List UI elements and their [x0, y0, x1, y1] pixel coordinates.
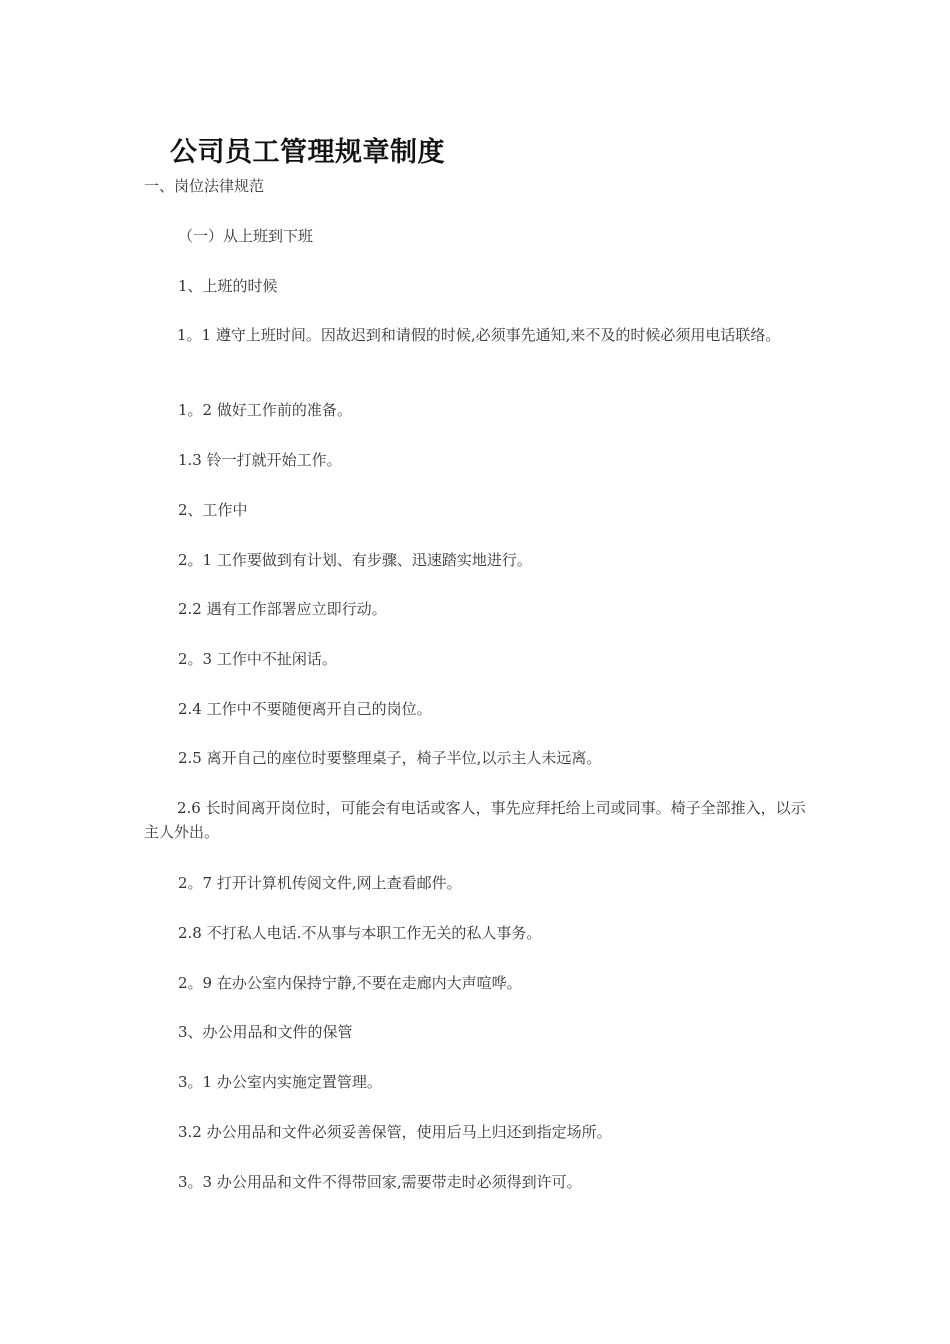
item-paragraph: 3.2 办公用品和文件必须妥善保管，使用后马上归还到指定场所。	[178, 1123, 612, 1141]
document-title: 公司员工管理规章制度	[170, 137, 445, 168]
item-paragraph: 1。1 遵守上班时间。因故迟到和请假的时候,必须事先通知,来不及的时候必须用电话联络。	[177, 326, 781, 344]
item-paragraph: 3。1 办公室内实施定置管理。	[178, 1073, 382, 1091]
item-paragraph: 2。1 工作要做到有计划、有步骤、迅速踏实地进行。	[178, 551, 532, 569]
item-paragraph: 2。3 工作中不扯闲话。	[178, 650, 337, 668]
subsection-heading: （一）从上班到下班	[178, 227, 314, 245]
item-paragraph: 2。9 在办公室内保持宁静,不要在走廊内大声喧哗。	[178, 974, 522, 992]
section-heading: 一、岗位法律规范	[144, 177, 265, 195]
item-paragraph: 2.6 长时间离开岗位时，可能会有电话或客人，事先应拜托给上司或同事。椅子全部推入，以示主人外出。	[144, 799, 806, 841]
item-paragraph: 1.3 铃一打就开始工作。	[178, 451, 342, 469]
item-heading: 2、工作中	[178, 501, 248, 519]
item-heading: 1、上班的时候	[178, 277, 278, 295]
item-paragraph: 3。3 办公用品和文件不得带回家,需要带走时必须得到许可。	[178, 1173, 582, 1191]
item-paragraph: 2.2 遇有工作部署应立即行动。	[178, 600, 387, 618]
item-paragraph: 2。7 打开计算机传阅文件,网上查看邮件。	[178, 874, 462, 892]
item-heading: 3、办公用品和文件的保管	[178, 1023, 353, 1041]
item-paragraph: 2.8 不打私人电话.不从事与本职工作无关的私人事务。	[178, 924, 542, 942]
item-paragraph: 2.5 离开自己的座位时要整理桌子，椅子半位,以示主人未远离。	[178, 749, 602, 767]
item-paragraph: 2.4 工作中不要随便离开自己的岗位。	[178, 700, 432, 718]
item-paragraph: 1。2 做好工作前的准备。	[178, 401, 352, 419]
